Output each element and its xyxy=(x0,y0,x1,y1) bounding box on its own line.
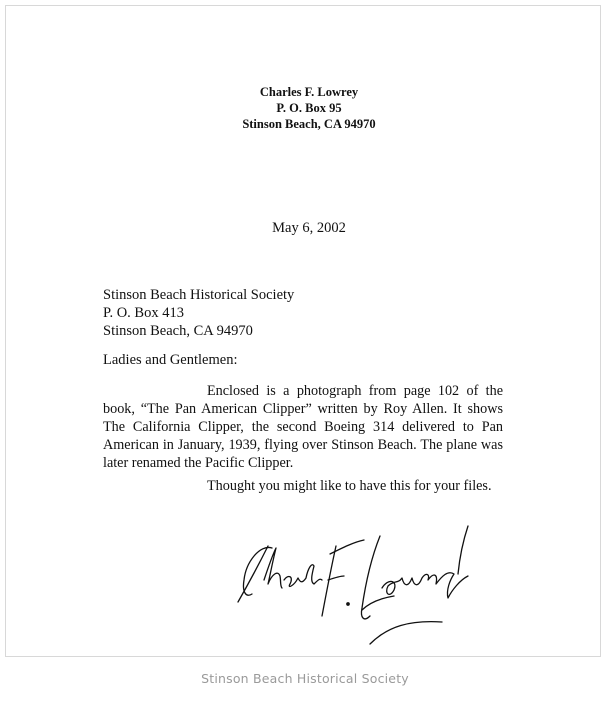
recipient-name: Stinson Beach Historical Society xyxy=(103,287,295,303)
body-paragraph: Enclosed is a photograph from page 102 of the book, “The Pan American Clipper” written by Roy Allen. It shows The California Clipper, the second Boeing 314 delivered to Pan American in January, 1939, flying over Stinson Beach. The plane was later renamed the Pacific Clipper. xyxy=(103,383,503,471)
recipient-address xyxy=(103,286,294,340)
letterhead-name: Charles F. Lowrey xyxy=(259,85,359,99)
handwritten-signature xyxy=(232,518,482,650)
closing-line: Thought you might like to have this for your files. xyxy=(207,478,492,494)
recipient-po-box: P. O. Box 413 xyxy=(103,305,184,321)
letterhead xyxy=(6,84,600,132)
recipient-city: Stinson Beach, CA 94970 xyxy=(103,323,253,339)
letter-page xyxy=(5,5,601,657)
salutation: Ladies and Gentlemen: xyxy=(103,352,238,368)
letterhead-po-box: P. O. Box 95 xyxy=(276,101,342,115)
letter-date: May 6, 2002 xyxy=(272,220,346,236)
watermark: Stinson Beach Historical Society xyxy=(201,671,409,686)
letterhead-city: Stinson Beach, CA 94970 xyxy=(242,117,376,131)
